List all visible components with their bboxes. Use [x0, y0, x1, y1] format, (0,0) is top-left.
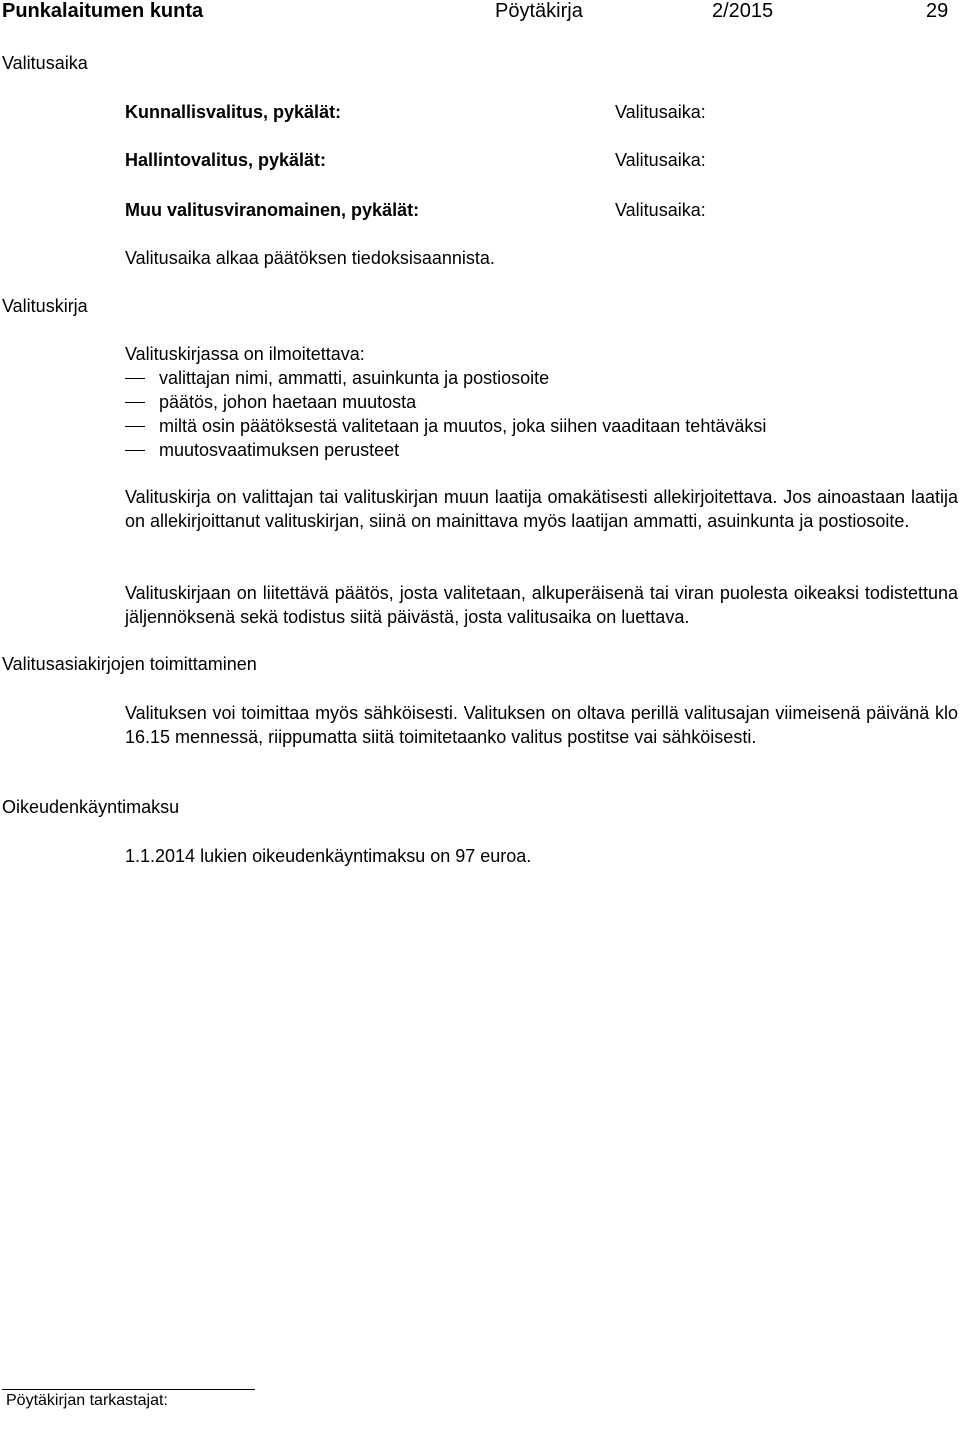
- appeal-row-value: Valitusaika:: [615, 102, 706, 122]
- appeal-period-note: Valitusaika alkaa päätöksen tiedoksisaannista.: [125, 248, 495, 268]
- court-fee-text: 1.1.2014 lukien oikeudenkäyntimaksu on 97 euroa.: [125, 846, 532, 866]
- signature-line: [2, 1389, 255, 1390]
- municipality-name: Punkalaitumen kunta: [2, 0, 204, 22]
- section-heading-valituskirja: Valituskirja: [2, 296, 88, 316]
- signature-label: Pöytäkirjan tarkastajat:: [6, 1392, 168, 1409]
- page-number: 29: [926, 0, 949, 22]
- appeal-row-label: Muu valitusviranomainen, pykälät:: [125, 200, 420, 220]
- dash-bullet-icon: [125, 378, 145, 379]
- dash-bullet-icon: [125, 426, 145, 427]
- dash-bullet-icon: [125, 402, 145, 403]
- appeal-row-value: Valitusaika:: [615, 150, 706, 170]
- list-item: valittajan nimi, ammatti, asuinkunta ja postiosoite: [159, 368, 550, 388]
- section-heading-oikeudenkayntimaksu: Oikeudenkäyntimaksu: [2, 797, 180, 817]
- section-heading-toimittaminen: Valitusasiakirjojen toimittaminen: [2, 654, 257, 674]
- attachment-requirement-paragraph: Valituskirjaan on liitettävä päätös, josta valitetaan, alkuperäisenä tai viran puolesta oikeaksi todistettuna jäljennöksenä sekä todistus siitä päivästä, josta valitusaika on luettava.: [125, 583, 958, 627]
- list-item: miltä osin päätöksestä valitetaan ja muutos, joka siihen vaaditaan tehtäväksi: [159, 416, 767, 436]
- delivery-paragraph: Valituksen voi toimittaa myös sähköisesti. Valituksen on oltava perillä valitusajan viimeisenä päivänä klo 16.15 mennessä, riippumatta siitä toimitetaanko valitus postitse vai sähköisesti.: [125, 703, 958, 747]
- dash-bullet-icon: [125, 450, 145, 451]
- section-heading-valitusaika: Valitusaika: [2, 53, 88, 73]
- document-number: 2/2015: [712, 0, 774, 22]
- signature-requirement-paragraph: Valituskirja on valittajan tai valituskirjan muun laatija omakätisesti allekirjoitettava. Jos ainoastaan laatija on allekirjoittanut valituskirjan, siinä on mainittava myös laatijan ammatti, asuinkunta ja postiosoite.: [125, 487, 958, 531]
- list-item: päätös, johon haetaan muutosta: [159, 392, 417, 412]
- appeal-row-label: Kunnallisvalitus, pykälät:: [125, 102, 342, 122]
- document-type: Pöytäkirja: [495, 0, 583, 22]
- appeal-row-value: Valitusaika:: [615, 200, 706, 220]
- valituskirja-intro: Valituskirjassa on ilmoitettava:: [125, 344, 365, 364]
- list-item: muutosvaatimuksen perusteet: [159, 440, 400, 460]
- appeal-row-label: Hallintovalitus, pykälät:: [125, 150, 327, 170]
